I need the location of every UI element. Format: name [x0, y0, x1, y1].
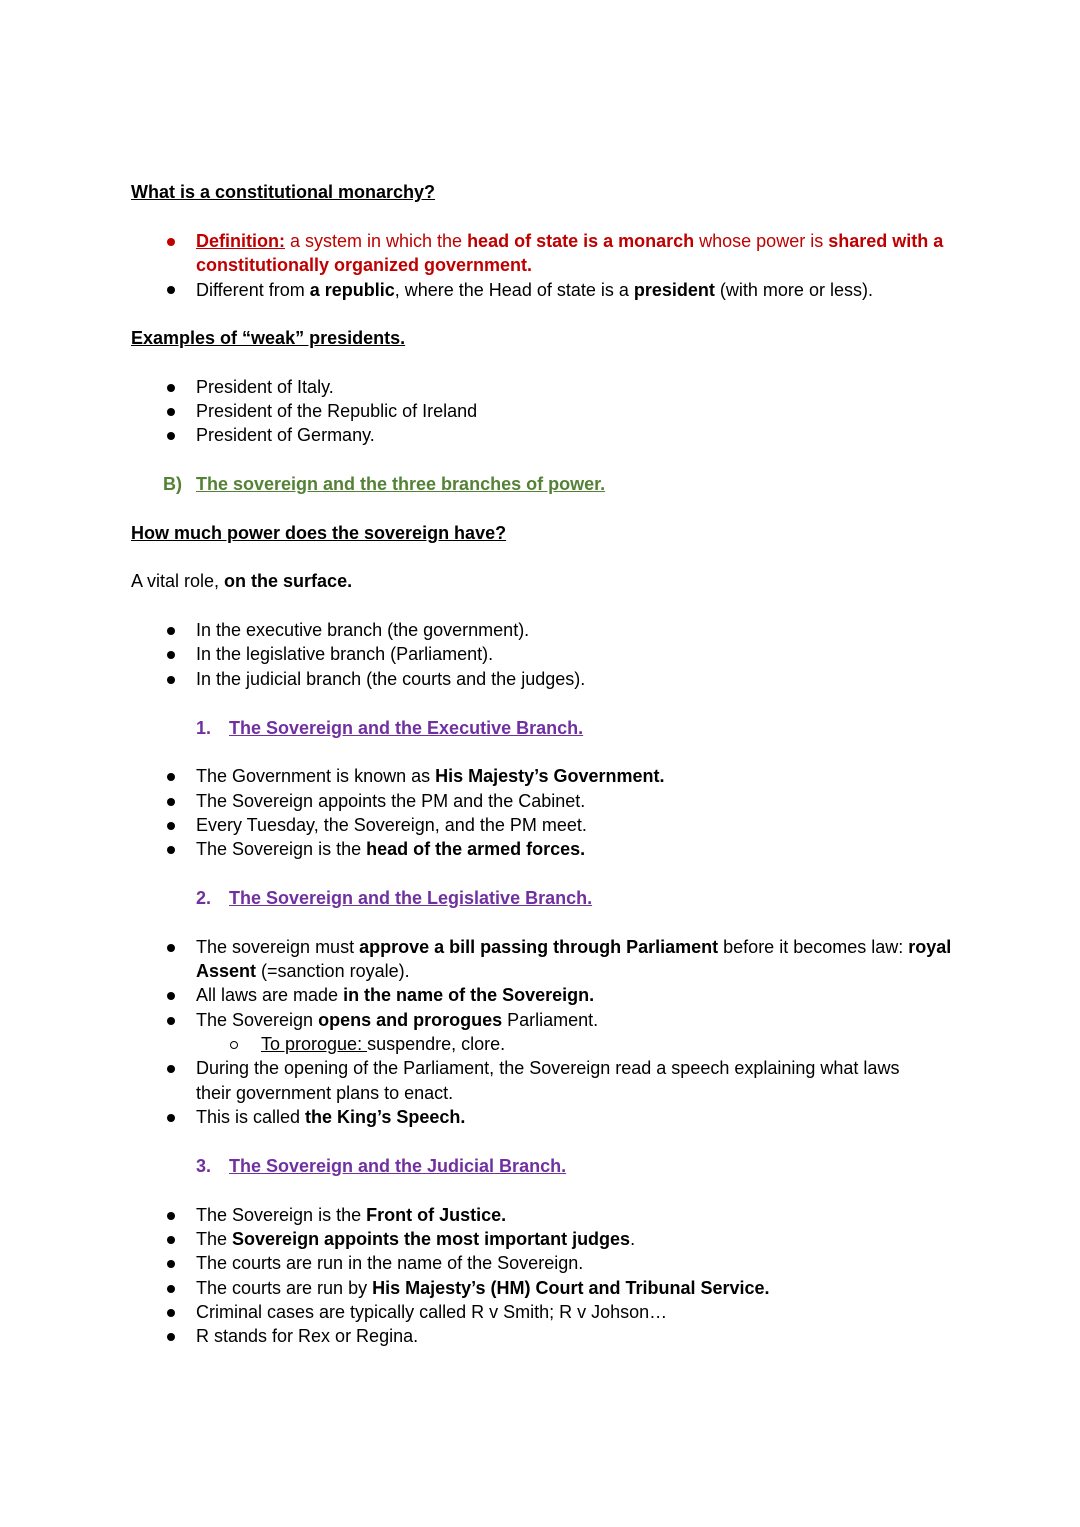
list-item: R stands for Rex or Regina.: [196, 1326, 419, 1346]
republic-line: Different from a republic, where the Head of state is a president (with more or less).: [196, 280, 873, 300]
bullet-icon: [167, 384, 175, 392]
list-item: In the executive branch (the government).: [196, 620, 530, 640]
list-item: The Sovereign opens and prorogues Parliament.: [196, 1010, 599, 1030]
section-b-title: The sovereign and the three branches of power.: [196, 474, 606, 494]
list-item: President of the Republic of Ireland: [196, 401, 478, 421]
bullet-icon: [167, 286, 175, 294]
sub-list-item: To prorogue: suspendre, clore.: [261, 1034, 506, 1054]
judicial-title: The Sovereign and the Judicial Branch.: [229, 1156, 567, 1176]
bullet-icon: [167, 651, 175, 659]
bullet-icon: [167, 1114, 175, 1122]
bullet-icon: [167, 1017, 175, 1025]
bullet-icon: [167, 1260, 175, 1268]
bullet-icon: [167, 1309, 175, 1317]
list-item: President of Germany.: [196, 425, 375, 445]
legislative-number: 2.: [196, 888, 212, 908]
list-item: The Sovereign is the Front of Justice.: [196, 1205, 507, 1225]
definition-line-2: constitutionally organized government.: [196, 255, 533, 275]
definition-line-1: Definition: a system in which the head of state is a monarch whose power is shared with a: [196, 231, 944, 251]
list-item: The courts are run by His Majesty’s (HM) Court and Tribunal Service.: [196, 1278, 770, 1298]
list-item: The Sovereign is the head of the armed forces.: [196, 839, 586, 859]
list-item: President of Italy.: [196, 377, 334, 397]
bullet-icon: [167, 408, 175, 416]
heading-sovereign-power: How much power does the sovereign have?: [131, 523, 507, 543]
list-item: This is called the King’s Speech.: [196, 1107, 466, 1127]
bullet-icon: [167, 1285, 175, 1293]
bullet-icon: [167, 822, 175, 830]
list-item: The Sovereign appoints the most important judges.: [196, 1229, 636, 1249]
bullet-icon: [167, 798, 175, 806]
bullet-icon: [167, 773, 175, 781]
judicial-number: 3.: [196, 1156, 212, 1176]
executive-title: The Sovereign and the Executive Branch.: [229, 718, 584, 738]
bullet-icon: [167, 1065, 175, 1073]
bullet-icon: [167, 1236, 175, 1244]
list-item: Every Tuesday, the Sovereign, and the PM meet.: [196, 815, 587, 835]
bullet-icon: [167, 944, 175, 952]
list-item-continuation: their government plans to enact.: [196, 1083, 454, 1103]
bullet-icon: [167, 992, 175, 1000]
list-item: During the opening of the Parliament, the Sovereign read a speech explaining what laws: [196, 1058, 900, 1078]
list-item: The Government is known as His Majesty’s Government.: [196, 766, 665, 786]
list-item: All laws are made in the name of the Sovereign.: [196, 985, 595, 1005]
section-b-letter: B): [163, 474, 182, 494]
list-item: The sovereign must approve a bill passing through Parliament before it becomes law: royal: [196, 937, 952, 957]
heading-weak-presidents: Examples of “weak” presidents.: [131, 328, 406, 348]
heading-constitutional-monarchy: What is a constitutional monarchy?: [131, 182, 436, 202]
bullet-icon: [167, 1212, 175, 1220]
bullet-icon: [167, 627, 175, 635]
list-item: The Sovereign appoints the PM and the Cabinet.: [196, 791, 586, 811]
bullet-icon: [167, 846, 175, 854]
list-item: The courts are run in the name of the Sovereign.: [196, 1253, 584, 1273]
bullet-icon: [167, 238, 175, 246]
list-item: In the judicial branch (the courts and the judges).: [196, 669, 586, 689]
bullet-icon: [167, 676, 175, 684]
sub-bullet-icon: [230, 1041, 238, 1049]
list-item: Criminal cases are typically called R v Smith; R v Johson…: [196, 1302, 668, 1322]
executive-number: 1.: [196, 718, 212, 738]
legislative-title: The Sovereign and the Legislative Branch.: [229, 888, 593, 908]
bullet-icon: [167, 1333, 175, 1341]
vital-role-line: A vital role, on the surface.: [131, 571, 353, 591]
list-item-continuation: Assent (=sanction royale).: [196, 961, 410, 981]
bullet-icon: [167, 432, 175, 440]
list-item: In the legislative branch (Parliament).: [196, 644, 494, 664]
